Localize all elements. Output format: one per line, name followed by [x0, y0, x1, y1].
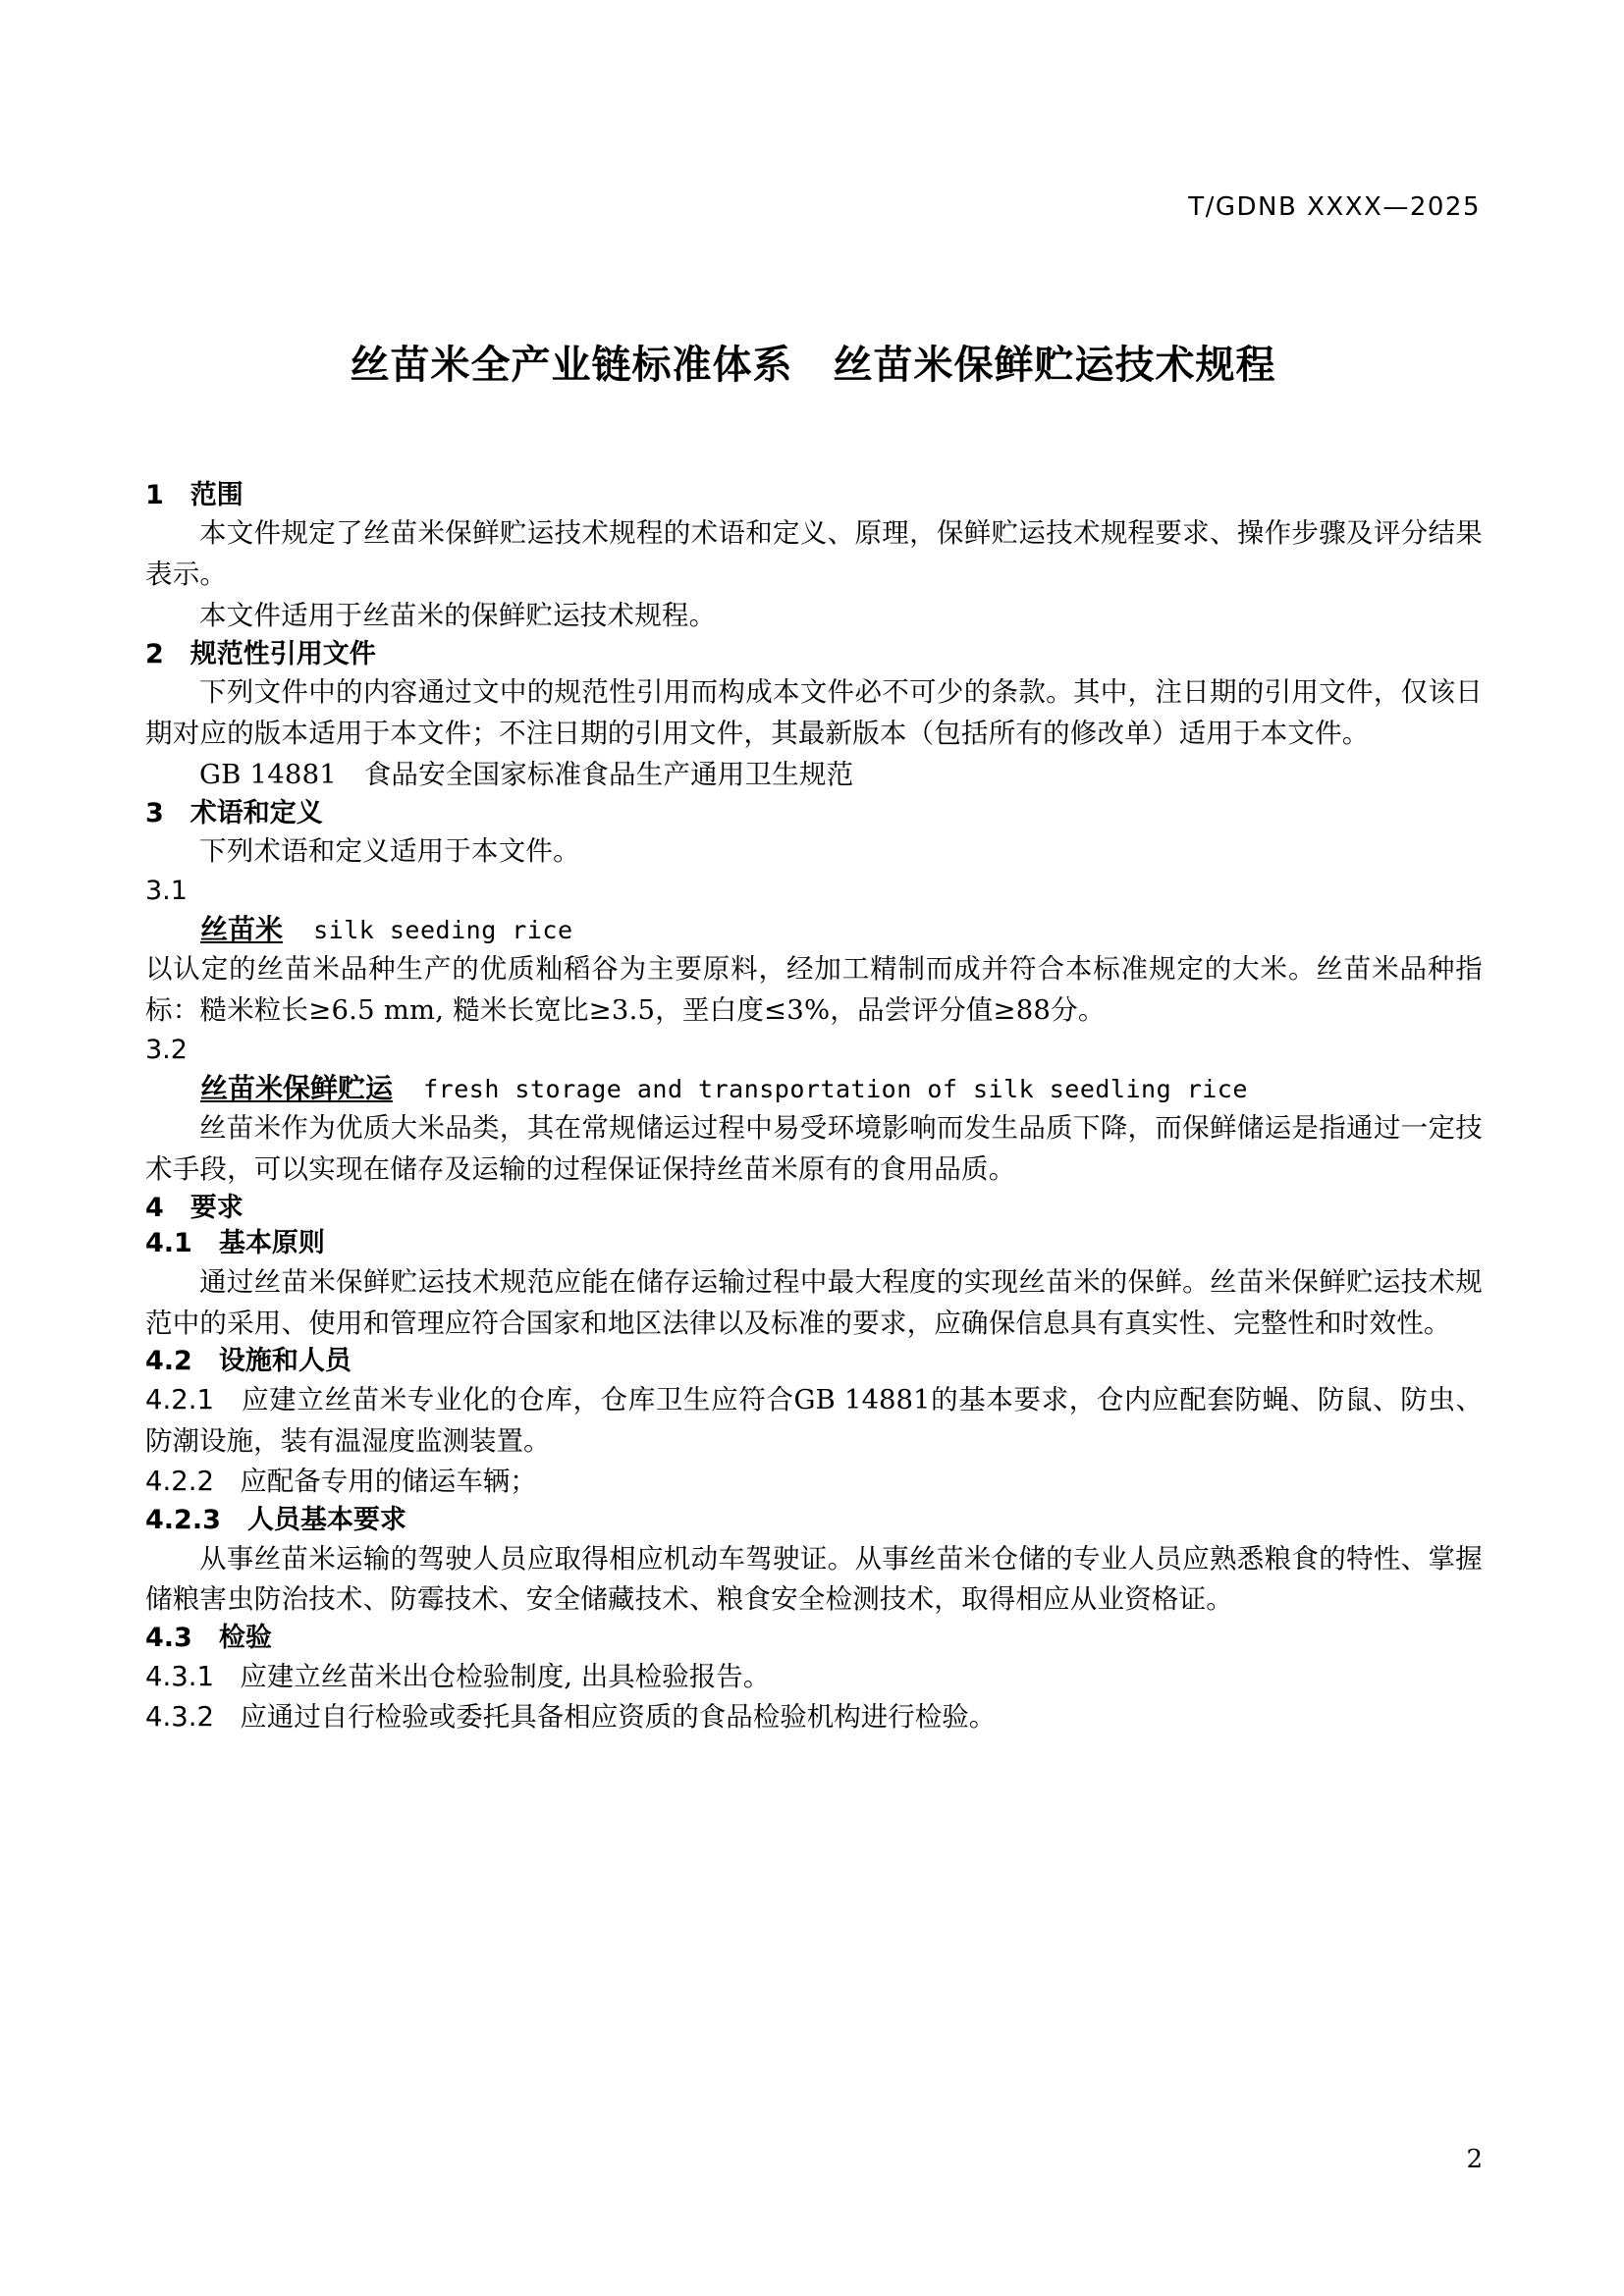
term-3-1-english: silk seeding rice [313, 915, 573, 944]
term-number-3-1: 3.1 [145, 875, 188, 906]
term-3-1-definition: 以认定的丝苗米品种生产的优质籼稻谷为主要原料，经加工精制而成并符合本标准规定的大米。丝苗米品种指标：糙米粒长≥6.5 mm, 糙米长宽比≥3.5，垩白度≤3%，品尝评分值≥88分。 [145, 953, 1483, 1027]
term-entry-3-2 [145, 1069, 1483, 1109]
clause-4-2-2-text: 应配备专用的储运车辆； [240, 1466, 537, 1498]
section-1-paragraph-1: 本文件规定了丝苗米保鲜贮运技术规程的术语和定义、原理，保鲜贮运技术规程要求、操作步骤及评分结果表示。 [145, 517, 1483, 591]
clause-4-2-2-number: 4.2.2 [145, 1466, 214, 1498]
clause-4-3-2 [145, 1697, 1483, 1738]
heading-section-4: 4 要求 [145, 1192, 244, 1223]
clause-4-2-3-text: 从事丝苗米运输的驾驶人员应取得相应机动车驾驶证。从事丝苗米仓储的专业人员应熟悉粮食的特性、掌握储粮害虫防治技术、防霉技术、安全储藏技术、粮食安全检测技术，取得相应从业资格证。 [145, 1542, 1483, 1616]
clause-4-2-2 [145, 1462, 1483, 1503]
heading-section-4-2: 4.2 设施和人员 [145, 1346, 352, 1377]
clause-4-2-1-text: 应建立丝苗米专业化的仓库，仓库卫生应符合GB 14881的基本要求，仓内应配套防蝇、防鼠、防虫、防潮设施，装有温湿度监测装置。 [145, 1383, 1483, 1457]
section-4-1-paragraph-1: 通过丝苗米保鲜贮运技术规范应能在储存运输过程中最大程度的实现丝苗米的保鲜。丝苗米保鲜贮运技术规范中的采用、使用和管理应符合国家和地区法律以及标准的要求，应确保信息具有真实性、完整性和时效性。 [145, 1265, 1483, 1339]
heading-section-4-2-3: 4.2.3 人员基本要求 [145, 1505, 406, 1536]
clause-4-3-1-number: 4.3.1 [145, 1660, 214, 1692]
document-body [145, 478, 1483, 1738]
page-number: 2 [1466, 2145, 1483, 2174]
section-2-paragraph-1: 下列文件中的内容通过文中的规范性引用而构成本文件必不可少的条款。其中，注日期的引用文件，仅该日期对应的版本适用于本文件；不注日期的引用文件，其最新版本（包括所有的修改单）适用于本文件。 [145, 676, 1483, 750]
clause-4-2-1-number: 4.2.1 [145, 1383, 214, 1415]
clause-4-3-2-number: 4.3.2 [145, 1701, 214, 1734]
term-3-1-chinese: 丝苗米 [200, 912, 284, 945]
running-header-standard-code: T/GDNB XXXX—2025 [1188, 192, 1481, 222]
section-3-paragraph-1: 下列术语和定义适用于本文件。 [199, 835, 580, 868]
term-number-3-2: 3.2 [145, 1034, 188, 1065]
section-1-paragraph-2: 本文件适用于丝苗米的保鲜贮运技术规程。 [199, 600, 717, 632]
clause-4-2-1 [145, 1380, 1483, 1463]
term-3-2-english: fresh storage and transportation of silk seedling rice [423, 1074, 1248, 1103]
term-3-2-definition: 丝苗米作为优质大米品类，其在常规储运过程中易受环境影响而发生品质下降，而保鲜储运是指通过一定技术手段，可以实现在储存及运输的过程保证保持丝苗米原有的食用品质。 [145, 1112, 1483, 1186]
heading-section-4-1: 4.1 基本原则 [145, 1228, 325, 1259]
term-entry-3-1 [145, 910, 1483, 950]
clause-4-3-2-text: 应通过自行检验或委托具备相应资质的食品检验机构进行检验。 [240, 1701, 997, 1734]
clause-4-3-1-text: 应建立丝苗米出仓检验制度, 出具检验报告。 [240, 1660, 771, 1692]
heading-section-1: 1 范围 [145, 480, 244, 510]
normative-reference-gb14881: GB 14881 食品安全国家标准食品生产通用卫生规范 [199, 758, 854, 790]
heading-section-2: 2 规范性引用文件 [145, 638, 376, 669]
heading-section-3: 3 术语和定义 [145, 797, 323, 828]
document-title: 丝苗米全产业链标准体系 丝苗米保鲜贮运技术规程 [350, 343, 1276, 388]
term-3-2-chinese: 丝苗米保鲜贮运 [200, 1071, 394, 1104]
heading-section-4-3: 4.3 检验 [145, 1623, 272, 1654]
clause-4-3-1 [145, 1657, 1483, 1698]
